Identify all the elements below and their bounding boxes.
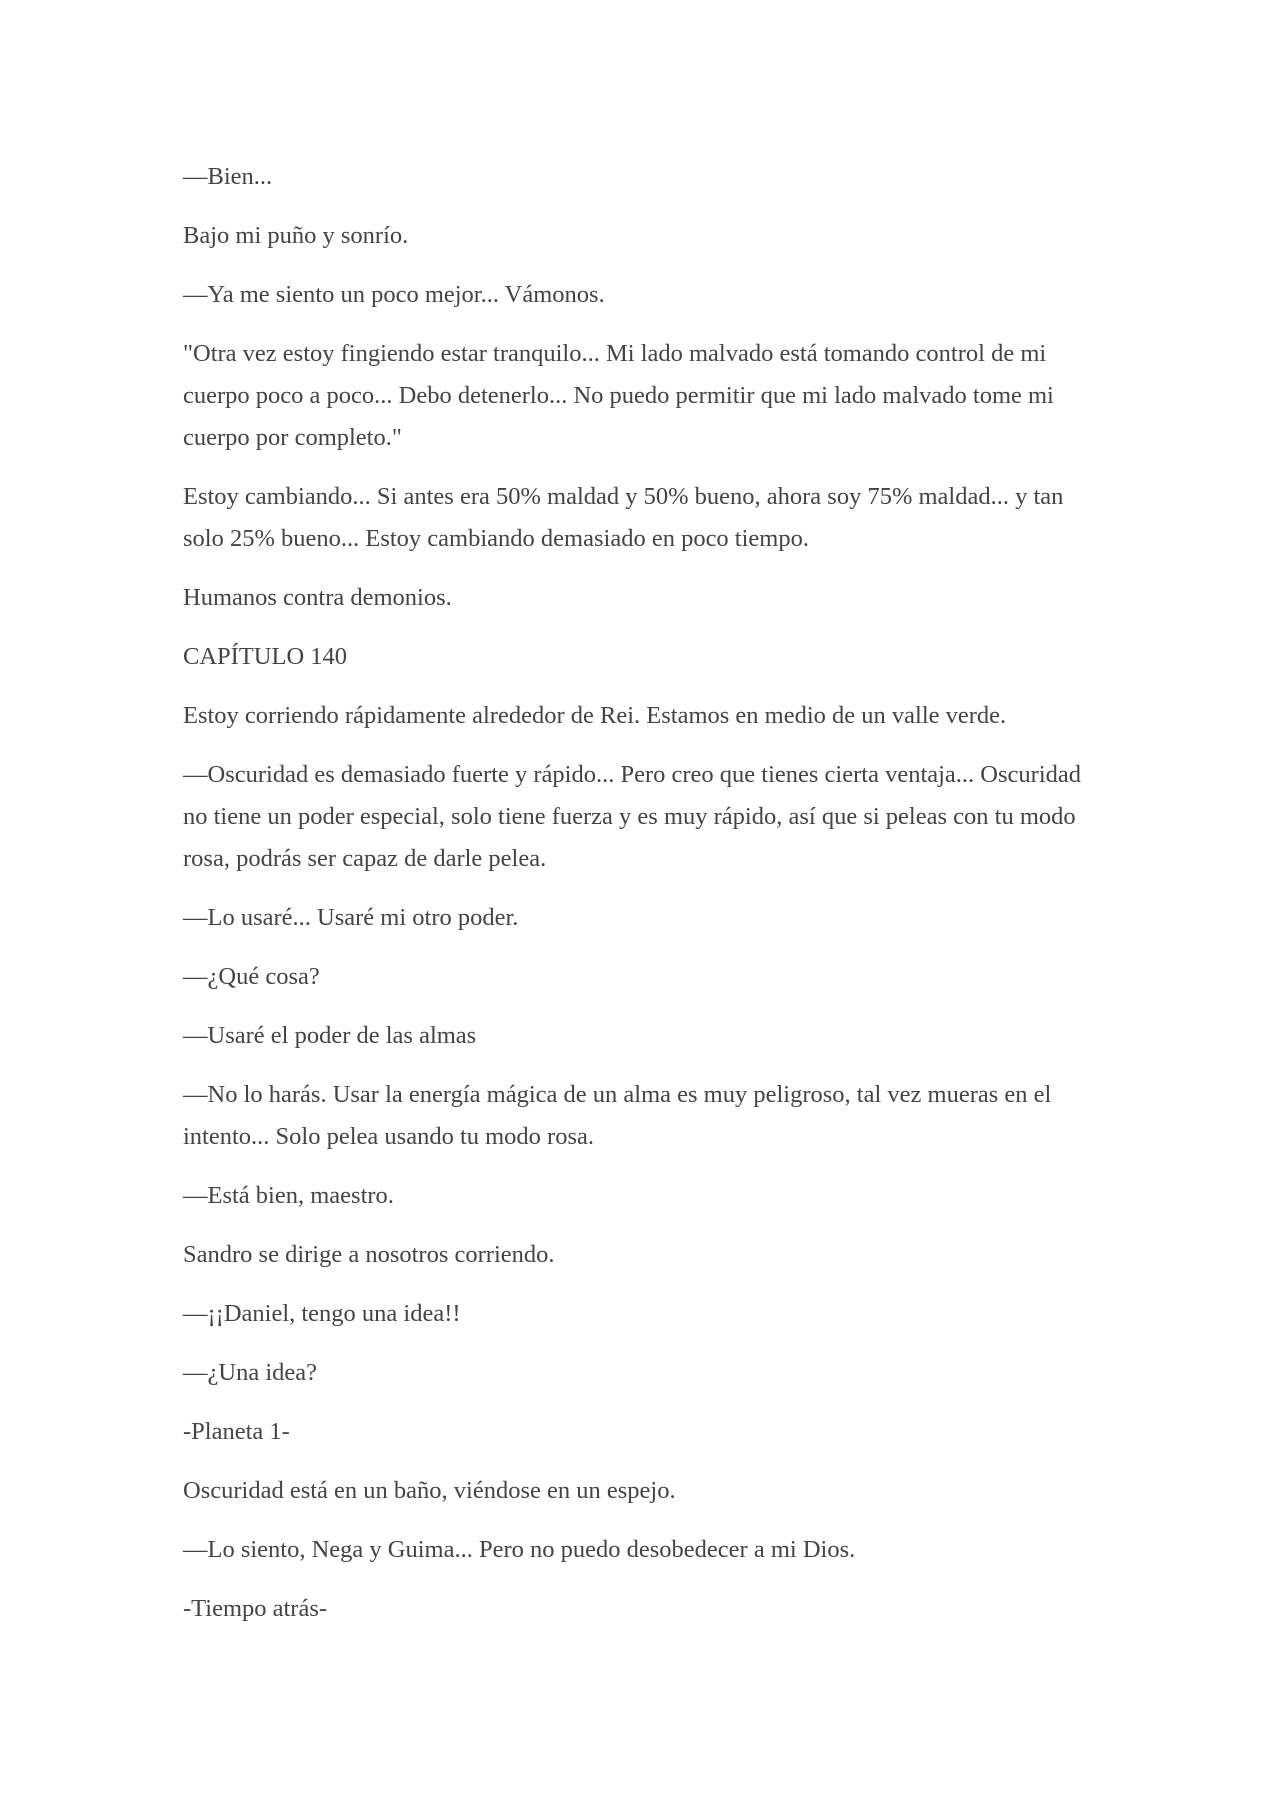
paragraph: Sandro se dirige a nosotros corriendo. [183, 1241, 555, 1268]
paragraph: Estoy cambiando... Si antes era 50% maldad y 50% bueno, ahora soy 75% maldad... y tan solo 25% bueno... Estoy cambiando demasiado en poco tiempo. [183, 483, 1064, 552]
paragraph: —Lo usaré... Usaré mi otro poder. [183, 904, 519, 931]
paragraph: —Oscuridad es demasiado fuerte y rápido... Pero creo que tienes cierta ventaja... Oscuridad no tiene un poder especial, solo tiene fuerza y es muy rápido, así que si peleas con tu modo rosa, podrás ser capaz de darle pelea. [183, 761, 1081, 872]
paragraph: Humanos contra demonios. [183, 584, 452, 611]
scene-marker: -Planeta 1- [183, 1418, 290, 1445]
paragraph: —Bien... [183, 163, 273, 190]
paragraph: —Lo siento, Nega y Guima... Pero no puedo desobedecer a mi Dios. [183, 1536, 856, 1563]
paragraph: "Otra vez estoy fingiendo estar tranquilo... Mi lado malvado está tomando control de mi cuerpo poco a poco... Debo detenerlo... No puedo permitir que mi lado malvado tome mi cuerpo por completo." [183, 340, 1054, 451]
paragraph: —No lo harás. Usar la energía mágica de un alma es muy peligroso, tal vez mueras en el intento... Solo pelea usando tu modo rosa. [183, 1081, 1052, 1150]
paragraph: —¿Qué cosa? [183, 963, 320, 990]
paragraph: Oscuridad está en un baño, viéndose en un espejo. [183, 1477, 676, 1504]
paragraph: —Está bien, maestro. [183, 1182, 394, 1209]
scene-marker: -Tiempo atrás- [183, 1595, 328, 1622]
chapter-heading: CAPÍTULO 140 [183, 643, 348, 670]
document-body [183, 156, 1103, 1647]
paragraph: —¿Una idea? [183, 1359, 317, 1386]
paragraph: Estoy corriendo rápidamente alrededor de Rei. Estamos en medio de un valle verde. [183, 702, 1007, 729]
paragraph: Bajo mi puño y sonrío. [183, 222, 409, 249]
paragraph: —Ya me siento un poco mejor... Vámonos. [183, 281, 605, 308]
paragraph: —Usaré el poder de las almas [183, 1022, 477, 1049]
paragraph: —¡¡Daniel, tengo una idea!! [183, 1300, 461, 1327]
